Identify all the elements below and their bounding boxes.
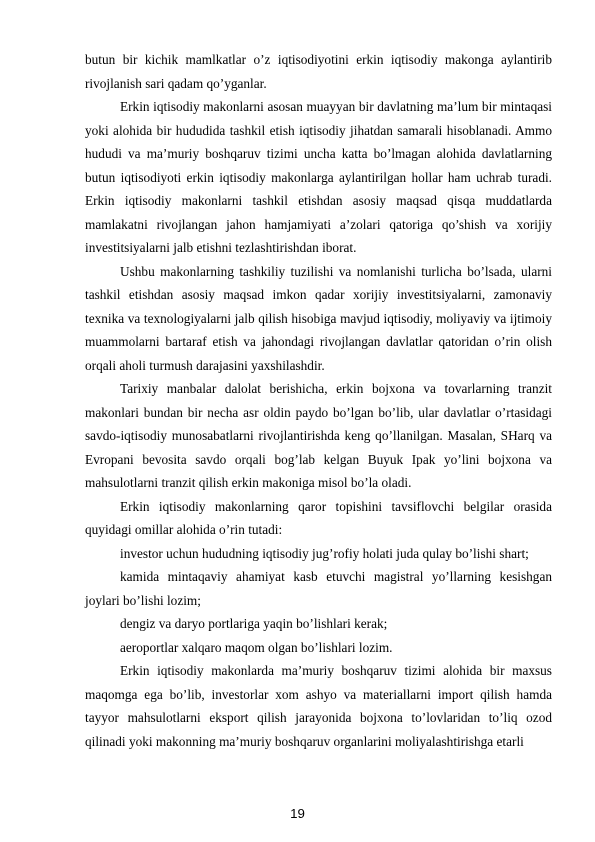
paragraph: Ushbu makonlarning tashkiliy tuzilishi va nomlanishi turlicha bo’lsada, ularni tashkil etishdan asosiy maqsad imkon qadar xorijiy investitsiyalarni, zamonaviy texnika va texnologiyalarni jalb qilish hisobiga mavjud iqtisodiy, moliyaviy va ijtimoiy muammolarni bartaraf etish va jahondagi rivojlangan davlatlar qatoridan o’rin olish orqali aholi turmush darajasini yaxshilashdir. — [85, 263, 552, 373]
paragraph-continuation: butun bir kichik mamlkatlar o’z iqtisodiyotini erkin iqtisodiy makonga aylantirib rivojlanish sari qadam qo’yganlar. — [85, 52, 552, 91]
page-number: 19 — [290, 806, 305, 821]
body-text — [85, 48, 552, 753]
paragraph: Tarixiy manbalar dalolat berishicha, erkin bojxona va tovarlarning tranzit makonlari bundan bir necha asr oldin paydo bo’lgan bo’lib, ular davlatlar o’rtasidagi savdo-iqtisodiy munosabatlarni rivojlantirishda keng qo’llanilgan. Masalan, SHarq va Evropani bevosita savdo orqali bog’lab kelgan Buyuk Ipak yo’lini bojxona va mahsulotlarni tranzit qilish erkin makoniga misol bo’la oladi. — [85, 381, 552, 490]
list-item: dengiz va daryo portlariga yaqin bo’lishlari kerak; — [120, 616, 388, 631]
paragraph: Erkin iqtisodiy makonlarni asosan muayyan bir davlatning ma’lum bir mintaqasi yoki alohida bir hududida tashkil etish iqtisodiy jihatdan samarali hisoblanadi. Ammo hududi va ma’muriy boshqaruv tizimi uncha katta bo’lmagan alohida davlatlarning butun iqtisodiyoti erkin iqtisodiy makonlarga aylantirilgan hollar ham uchrab turadi. Erkin iqtisodiy makonlarni tashkil etishdan asosiy maqsad qisqa muddatlarda mamlakatni rivojlangan jahon hamjamiyati a’zolari qatoriga qo’shish va xorijiy investitsiyalarni jalb etishni tezlashtirishdan iborat. — [85, 99, 552, 255]
list-item: aeroportlar xalqaro maqom olgan bo’lishlari lozim. — [120, 639, 393, 655]
list-item: kamida mintaqaviy ahamiyat kasb etuvchi magistral yo’llarning kesishgan joylari bo’lishi lozim; — [85, 569, 552, 608]
paragraph: Erkin iqtisodiy makonlarning qaror topishini tavsiflovchi belgilar orasida quyidagi omillar alohida o’rin tutadi: — [85, 498, 552, 537]
paragraph: Erkin iqtisodiy makonlarda ma’muriy boshqaruv tizimi alohida bir maxsus maqomga ega bo’lib, investorlar xom ashyo va materiallarni import qilish hamda tayyor mahsulotlarni eksport qilish jarayonida bojxona to’lovlaridan to’liq ozod qilinadi yoki makonning ma’muriy boshqaruv organlarini moliyalashtirishga etarli — [85, 663, 552, 749]
list-item: investor uchun hududning iqtisodiy jug’rofiy holati juda qulay bo’lishi shart; — [120, 545, 529, 561]
